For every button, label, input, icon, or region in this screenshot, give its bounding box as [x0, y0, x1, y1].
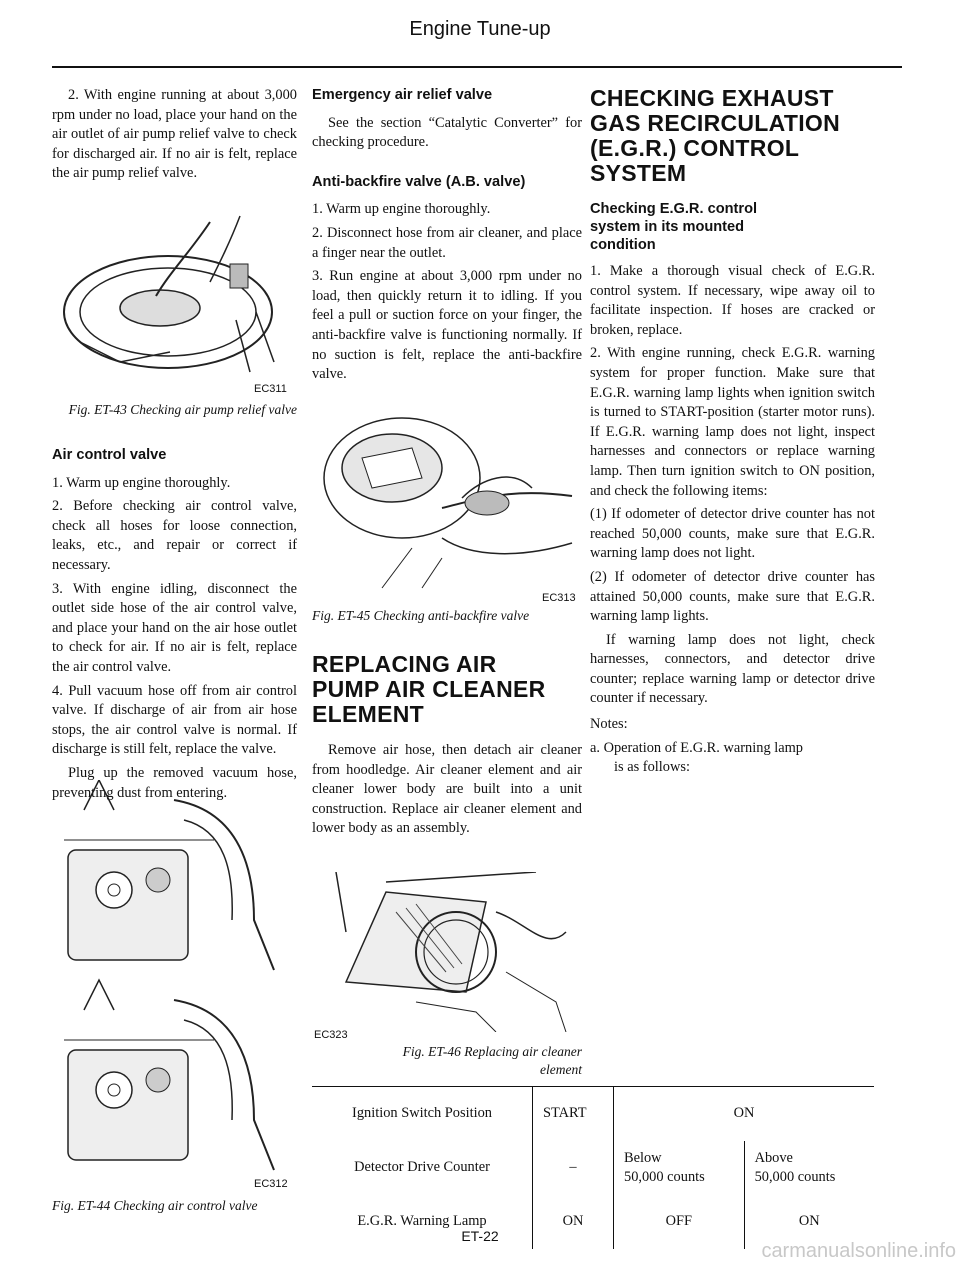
egr-lamp-table: [312, 1086, 874, 1249]
watermark: carmanualsonline.info: [761, 1240, 956, 1262]
fig44-caption: Fig. ET-44 Checking air control valve: [52, 1198, 258, 1213]
air-step-3: 3. With engine idling, disconnect the outlet side hose of the air control valve, and place your hand on the air hose outlet to check for air. If no air is felt, replace the air control valve.: [52, 580, 297, 675]
replace-text: Remove air hose, then detach air cleaner from hoodledge. Air cleaner element and air cleaner lower body are built into a unit construction. Replace air cleaner element and lower body as an assembly.: [312, 742, 582, 837]
column-right: [590, 86, 875, 782]
fig-air-pump-relief-illustration: [60, 212, 292, 384]
egr-heading-4: SYSTEM: [590, 160, 687, 186]
table-cell: ON: [533, 1195, 614, 1249]
egr-subheading-2: system in its mounted: [590, 219, 745, 235]
egr-step-2: 2. With engine running, check E.G.R. warning system for proper function. Make sure that E.G.R. warning lamp lights when ignition switch is turned to START-position (starter motor runs). If E.G.R. warning lamp does not light, inspect harnesses and connectors or replace warning lamp. Then turn ignition switch to ON position, and check the following items:: [590, 345, 875, 499]
emergency-heading: Emergency air relief valve: [312, 87, 493, 103]
fig46-code: EC323: [314, 1029, 348, 1041]
fig46-caption-line-2: element: [540, 1062, 582, 1077]
relief-step-2: 2. With engine running at about 3,000 rpm under no load, place your hand on the air outlet of air pump relief valve to check for discharged air. If no air is felt, replace the air pump relief valve.: [52, 87, 297, 182]
table-cell: ON: [614, 1087, 875, 1141]
egr-heading-1: CHECKING EXHAUST: [590, 85, 834, 111]
egr-heading-3: (E.G.R.) CONTROL: [590, 135, 800, 161]
egr-heading-2: GAS RECIRCULATION: [590, 110, 841, 136]
fig43-caption: Fig. ET-43 Checking air pump relief valve: [68, 402, 297, 417]
page-header: Engine Tune-up: [409, 18, 551, 40]
table-cell-line: Above: [754, 1149, 793, 1166]
fig-air-control-valve-illustration: [54, 780, 294, 1200]
table-cell-line: 50,000 counts: [624, 1168, 705, 1185]
egr-subheading-3: condition: [590, 237, 656, 253]
table-cell: [614, 1141, 745, 1195]
table-row: [312, 1087, 874, 1141]
table-cell-line: Below: [624, 1149, 662, 1166]
ab-step-2: 2. Disconnect hose from air cleaner, and place a finger near the outlet.: [312, 224, 582, 261]
page-number: ET-22: [461, 1228, 499, 1244]
replace-heading-3: ELEMENT: [312, 701, 424, 727]
note-a-line-2: is as follows:: [614, 759, 690, 776]
header-rule: [52, 66, 902, 68]
anti-backfire-heading: Anti-backfire valve (A.B. valve): [312, 173, 526, 190]
egr-item-1: (1) If odometer of detector drive counter has not reached 50,000 counts, make sure that E.G.R. warning lamp does not light.: [590, 506, 875, 562]
notes-label: Notes:: [590, 716, 628, 733]
air-step-1: 1. Warm up engine thoroughly.: [52, 474, 231, 491]
air-control-heading: Air control valve: [52, 447, 167, 463]
ab-step-1: 1. Warm up engine thoroughly.: [312, 201, 491, 218]
egr-subheading-1: Checking E.G.R. control: [590, 201, 758, 217]
table-cell: START: [533, 1087, 614, 1141]
replace-heading-1: REPLACING AIR: [312, 651, 497, 677]
table-cell: ON: [744, 1195, 874, 1249]
table-cell: –: [533, 1141, 614, 1195]
egr-subheading: [590, 200, 875, 254]
air-control-section: [52, 446, 297, 807]
fig-anti-backfire-illustration: [322, 408, 582, 592]
fig46-caption-line-1: Fig. ET-46 Replacing air cleaner: [402, 1044, 582, 1059]
air-step-2: 2. Before checking air control valve, check all hoses for loose connection, leaks, etc., and repair or correct if necessary.: [52, 498, 297, 573]
fig44-code: EC312: [254, 1178, 288, 1190]
note-a-line-1: a. Operation of E.G.R. warning lamp: [590, 739, 804, 756]
emergency-text: See the section “Catalytic Converter” for checking procedure.: [312, 114, 582, 151]
egr-item-3: If warning lamp does not light, check harnesses, connectors, and detector drive counter; replace warning lamp or detector drive counter if necessary.: [590, 631, 875, 707]
table-cell: Detector Drive Counter: [354, 1159, 490, 1175]
air-step-4: 4. Pull vacuum hose off from air control valve. If discharge of air from air hose stops, the air control valve is normal. If discharge is still felt, replace the valve.: [52, 682, 297, 758]
table-cell: Ignition Switch Position: [352, 1105, 492, 1122]
fig-air-cleaner-illustration: [326, 872, 576, 1032]
table-cell: E.G.R. Warning Lamp: [357, 1213, 487, 1229]
replace-heading-2: PUMP AIR CLEANER: [312, 676, 546, 702]
column-left: [52, 86, 297, 188]
fig46-caption: [312, 1043, 582, 1079]
egr-step-1: 1. Make a thorough visual check of E.G.R. control system. If necessary, wipe away oil to facilitate inspection. If hoses are cracked or broken, replace.: [590, 263, 875, 338]
replace-section: [312, 652, 582, 843]
table-row: [312, 1141, 874, 1195]
fig43-code: EC311: [254, 383, 287, 395]
table-cell: [744, 1141, 874, 1195]
egr-item-2: (2) If odometer of detector drive counter has attained 50,000 counts, make sure that E.G.R. warning lamp lights.: [590, 568, 875, 625]
table-cell-line: 50,000 counts: [754, 1168, 836, 1185]
ab-step-3: 3. Run engine at about 3,000 rpm under no load, then quickly return it to idling. If you feel a pull or suction force on your finger, the anti-backfire valve is functioning normally. If no suction is felt, replace the anti-backfire valve.: [312, 268, 582, 383]
plug-text: Plug up the removed vacuum hose, preventing dust from entering.: [52, 764, 297, 801]
table-cell: OFF: [614, 1195, 745, 1249]
fig45-caption: Fig. ET-45 Checking anti-backfire valve: [312, 608, 530, 623]
column-middle: [312, 86, 582, 389]
fig45-code: EC313: [542, 592, 576, 604]
